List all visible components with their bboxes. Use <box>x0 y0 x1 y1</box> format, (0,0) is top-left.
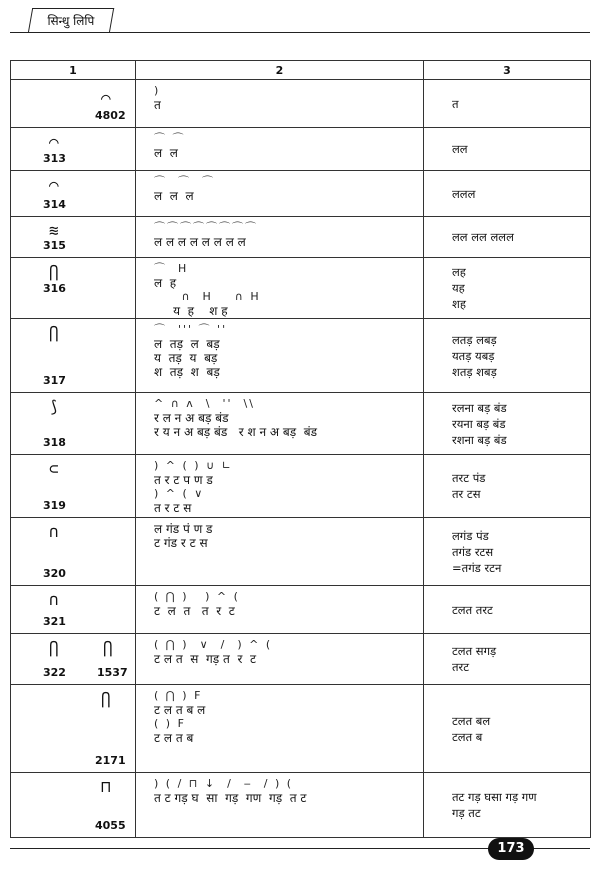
reading-text: शह <box>452 297 466 311</box>
transcription-line: ल ल ल <box>154 189 194 203</box>
sign-code: 315 <box>43 239 66 252</box>
transcription-cell <box>136 217 424 258</box>
sign-cell <box>11 171 136 217</box>
sign-code: 318 <box>43 436 66 449</box>
transcription-line: ल ह <box>154 276 177 290</box>
sign-glyph-icon: ⋂ <box>49 262 59 281</box>
reading-cell <box>424 685 591 773</box>
sign-code: 313 <box>43 152 66 165</box>
transcription-cell <box>136 258 424 319</box>
reading-cell <box>424 319 591 393</box>
sign-glyph-icon: ⋂ <box>101 689 111 708</box>
table-row <box>11 455 591 518</box>
table-row <box>11 217 591 258</box>
sign-glyph-icon: ⋂ <box>103 638 113 657</box>
reading-text: टलत बल <box>452 713 491 728</box>
sign-cell <box>11 319 136 393</box>
table-row <box>11 773 591 838</box>
reading-text: तट गड़ घसा गड़ गण <box>452 790 537 804</box>
reading-cell <box>424 634 591 685</box>
sign-glyph-icon: ⌒ <box>49 175 59 194</box>
transcription-cell <box>136 634 424 685</box>
sign-cell <box>11 586 136 634</box>
sign-cell <box>11 80 136 128</box>
table-row <box>11 80 591 128</box>
reading-text: लगंड पंड <box>452 528 489 543</box>
sign-code: 322 <box>43 666 66 679</box>
transcription-line: त ट गड़ घ सा गड़ गण गड़ त ट <box>154 791 307 805</box>
reading-text: तरट पंड <box>452 471 486 485</box>
reading-text: लतड़ लबड़ <box>452 332 497 347</box>
reading-text: तगंड रटस <box>452 544 494 559</box>
sign-cell <box>11 128 136 171</box>
table-row <box>11 685 591 773</box>
sign-cell <box>11 258 136 319</box>
transcription-cell <box>136 773 424 838</box>
stroke-marks: ⌒ ⌒ <box>154 132 186 145</box>
sign-cell <box>11 773 136 838</box>
sign-glyph-icon: ⊓ <box>101 777 111 796</box>
transcription-line: र ल न अ बड़ बंड <box>154 411 229 425</box>
reading-text: लल लल ललल <box>452 230 514 244</box>
transcription-line: त र ट प ण ड <box>154 473 213 487</box>
reading-cell <box>424 586 591 634</box>
col-header-1: 1 <box>11 61 136 80</box>
stroke-marks: ⌒ ⌒ ⌒ <box>154 175 215 188</box>
sign-code: 1537 <box>97 666 128 679</box>
transcription-line: र य न अ बड़ बंड र श न अ बड़ बंड <box>154 425 318 439</box>
transcription-line: ल ल ल ल ल ल ल ल <box>154 235 246 249</box>
transcription-cell <box>136 171 424 217</box>
stroke-marks: ( ⋂ ) ) ^ ( <box>154 590 240 603</box>
sign-cell <box>11 455 136 518</box>
sign-table <box>10 60 591 838</box>
reading-cell <box>424 393 591 455</box>
sign-code: 320 <box>43 567 66 580</box>
transcription-cell <box>136 128 424 171</box>
stroke-marks: ⌒ ''' ⌒ '' <box>154 323 228 336</box>
transcription-cell <box>136 393 424 455</box>
header-title: सिन्धु लिपि <box>47 14 95 28</box>
transcription-line: ट ल त स गड़ त र ट <box>154 652 257 666</box>
reading-text: तरट <box>452 660 470 674</box>
col-header-3: 3 <box>424 61 591 80</box>
reading-text: रशना बड़ बंड <box>452 432 507 447</box>
sign-code: 316 <box>43 282 66 295</box>
transcription-line: य ह श ह <box>154 304 228 318</box>
transcription-cell <box>136 319 424 393</box>
reading-text: तर टस <box>452 487 481 501</box>
reading-text: यतड़ यबड़ <box>452 348 495 363</box>
transcription-line: ल ल <box>154 146 178 160</box>
sign-code: 4055 <box>95 819 126 832</box>
table-row <box>11 634 591 685</box>
transcription-cell <box>136 455 424 518</box>
reading-cell <box>424 128 591 171</box>
reading-text: रयना बड़ बंड <box>452 416 506 431</box>
stroke-marks: ( ⋂ ) ∨ / ) ^ ( <box>154 638 273 651</box>
transcription-cell <box>136 586 424 634</box>
transcription-cell <box>136 80 424 128</box>
transcription-line: ल तड़ ल बड़ <box>154 337 220 351</box>
table-row <box>11 171 591 217</box>
sign-cell <box>11 217 136 258</box>
page-number: 173 <box>488 838 534 860</box>
table-row <box>11 258 591 319</box>
stroke-marks: ) ( / ⊓ ↓ / ‒ / ) ( <box>154 777 294 790</box>
transcription-line: ल गंड पं ण ड <box>154 522 213 536</box>
sign-glyph-icon: ⋂ <box>49 638 59 657</box>
transcription-line: ट गंड र ट स <box>154 536 208 550</box>
reading-cell <box>424 217 591 258</box>
sign-code: 2171 <box>95 754 126 767</box>
stroke-marks: ∩ H ∩ H <box>154 290 261 303</box>
header-row <box>11 61 591 80</box>
reading-cell <box>424 773 591 838</box>
reading-text: त <box>452 96 459 111</box>
stroke-marks: ( ) F <box>154 717 186 730</box>
table-row <box>11 518 591 586</box>
sign-code: 321 <box>43 615 66 628</box>
header-rule <box>10 32 590 33</box>
sign-glyph-icon: ∩ <box>49 590 59 609</box>
sign-code: 317 <box>43 374 66 387</box>
sign-cell <box>11 393 136 455</box>
transcription-cell <box>136 685 424 773</box>
sign-glyph-icon: ⋂ <box>49 323 59 342</box>
reading-text: लल <box>452 142 468 156</box>
reading-text: यह <box>452 281 465 295</box>
reading-text: टलत तरट <box>452 602 493 617</box>
sign-glyph-icon: ⟆ <box>49 397 59 416</box>
reading-text: टलत ब <box>452 729 483 744</box>
transcription-line: त <box>154 98 161 112</box>
transcription-line: य तड़ य बड़ <box>154 351 218 365</box>
sign-code: 314 <box>43 198 66 211</box>
reading-cell <box>424 518 591 586</box>
sign-cell <box>11 634 136 685</box>
sign-glyph-icon: ≋ <box>49 221 59 240</box>
stroke-marks: ( ⋂ ) F <box>154 689 203 702</box>
stroke-marks: ) ^ ( ) ∪ ∟ <box>154 459 233 472</box>
sign-glyph-icon: ⌒ <box>101 88 111 107</box>
reading-text: लह <box>452 265 466 279</box>
table-row <box>11 586 591 634</box>
stroke-marks: ) <box>154 84 161 97</box>
stroke-marks: ^ ∩ ʌ \ '' \\ <box>154 397 255 410</box>
sign-glyph-icon: ∩ <box>49 522 59 541</box>
transcription-line: त र ट स <box>154 501 192 515</box>
reading-cell <box>424 258 591 319</box>
reading-text: गड़ तट <box>452 806 481 820</box>
reading-cell <box>424 455 591 518</box>
stroke-marks: ⌒ H <box>154 262 189 275</box>
sign-cell <box>11 518 136 586</box>
sign-glyph-icon: ⊂ <box>49 459 59 478</box>
reading-text: =तगंड रटन <box>452 560 502 575</box>
reading-cell <box>424 80 591 128</box>
stroke-marks: ) ^ ( ∨ <box>154 487 205 500</box>
reading-text: टलत सगड़ <box>452 644 497 658</box>
sign-code: 4802 <box>95 109 126 122</box>
stroke-marks: ⌒⌒⌒⌒⌒⌒⌒⌒ <box>154 221 258 234</box>
transcription-line: ट ल त त र ट <box>154 604 235 618</box>
sign-cell <box>11 685 136 773</box>
col-header-2: 2 <box>136 61 424 80</box>
table-row <box>11 128 591 171</box>
reading-text: रलना बड़ बंड <box>452 400 507 415</box>
sign-code: 319 <box>43 499 66 512</box>
table-row <box>11 319 591 393</box>
transcription-line: श तड़ श बड़ <box>154 365 220 379</box>
header-tab <box>28 8 114 33</box>
sign-glyph-icon: ⌒ <box>49 132 59 151</box>
reading-text: शतड़ शबड़ <box>452 364 497 379</box>
reading-text: ललल <box>452 186 476 201</box>
reading-cell <box>424 171 591 217</box>
transcription-line: ट ल त ब <box>154 731 194 745</box>
table-row <box>11 393 591 455</box>
transcription-line: ट ल त ब ल <box>154 703 206 717</box>
transcription-cell <box>136 518 424 586</box>
